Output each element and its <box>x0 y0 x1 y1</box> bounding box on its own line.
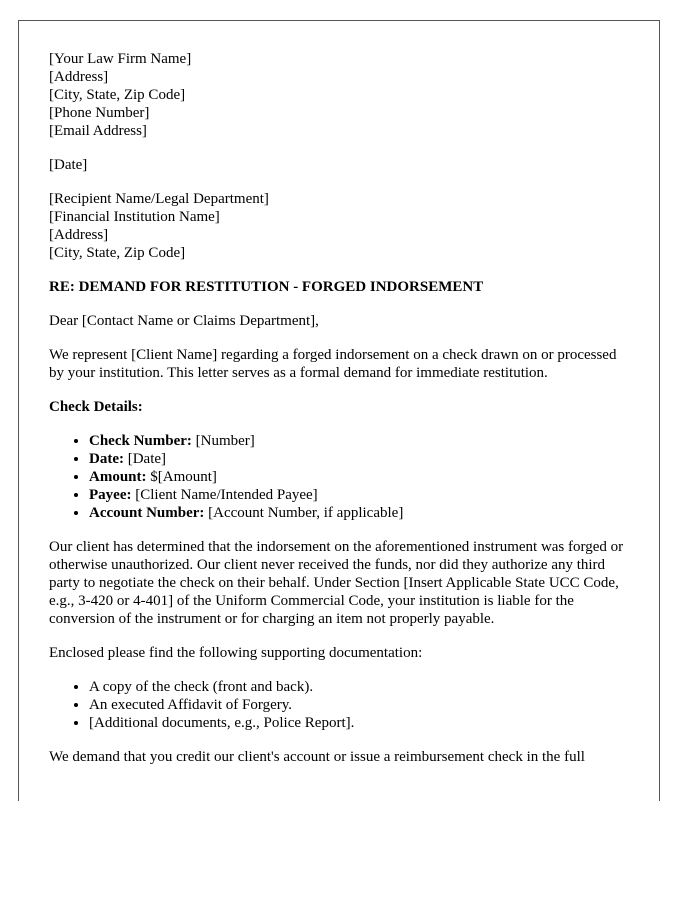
date-line <box>49 156 634 174</box>
intro-paragraph: We represent [Client Name] regarding a forged indorsement on a check drawn on or processed by your institution. This letter serves as a formal demand for immediate restitution. <box>49 347 617 381</box>
recipient-block <box>49 190 634 262</box>
list-item <box>89 486 634 504</box>
check-amount-label: Amount: <box>89 469 147 485</box>
check-number-value: [Number] <box>191 433 255 449</box>
sender-address: [Address] <box>49 69 109 85</box>
demand-paragraph: We demand that you credit our client's account or issue a reimbursement check in the full <box>49 749 585 765</box>
enclosures-list <box>49 678 634 732</box>
body-paragraph: Our client has determined that the indorsement on the aforementioned instrument was forged or otherwise unauthorized. Our client never received the funds, nor did they authorize any third party to negotiate the check on their behalf. Under Section [Insert Applicable State UCC Code, e.g., 3-420 or 4-401] of the Uniform Commercial Code, your institution is liable for the conversion of the instrument or for charging an item not properly payable. <box>49 539 624 627</box>
list-item: • A copy of the check (front and back). <box>89 678 634 696</box>
recipient-address: [Address] <box>49 227 109 243</box>
list-item <box>89 468 634 486</box>
sender-firm: [Your Law Firm Name] <box>49 51 192 67</box>
sender-block <box>49 50 634 140</box>
list-item: • An executed Affidavit of Forgery. <box>89 696 634 714</box>
list-item <box>89 432 634 450</box>
check-payee-value: [Client Name/Intended Payee] <box>131 487 318 503</box>
check-amount-value: $[Amount] <box>146 469 217 485</box>
enclosures-intro: Enclosed please find the following supporting documentation: <box>49 645 423 661</box>
letter-content <box>49 50 634 766</box>
sender-phone: [Phone Number] <box>49 105 150 121</box>
list-item <box>89 450 634 468</box>
check-date-value: [Date] <box>123 451 167 467</box>
check-number-label: Check Number: <box>89 433 192 449</box>
check-account-value: [Account Number, if applicable] <box>204 505 404 521</box>
list-item <box>89 504 634 522</box>
letter-date: [Date] <box>49 157 88 173</box>
check-account-label: Account Number: <box>89 505 205 521</box>
subject-line: RE: DEMAND FOR RESTITUTION - FORGED INDORSEMENT <box>49 279 484 295</box>
recipient-name: [Recipient Name/Legal Department] <box>49 191 269 207</box>
recipient-city: [City, State, Zip Code] <box>49 245 186 261</box>
letter-page <box>18 20 660 801</box>
salutation: Dear [Contact Name or Claims Department], <box>49 313 319 329</box>
check-date-label: Date: <box>89 451 124 467</box>
sender-city: [City, State, Zip Code] <box>49 87 186 103</box>
check-details-heading: Check Details: <box>49 399 143 415</box>
list-item: • [Additional documents, e.g., Police Report]. <box>89 714 634 732</box>
sender-email: [Email Address] <box>49 123 147 139</box>
check-payee-label: Payee: <box>89 487 132 503</box>
check-details-list <box>49 432 634 522</box>
recipient-institution: [Financial Institution Name] <box>49 209 220 225</box>
